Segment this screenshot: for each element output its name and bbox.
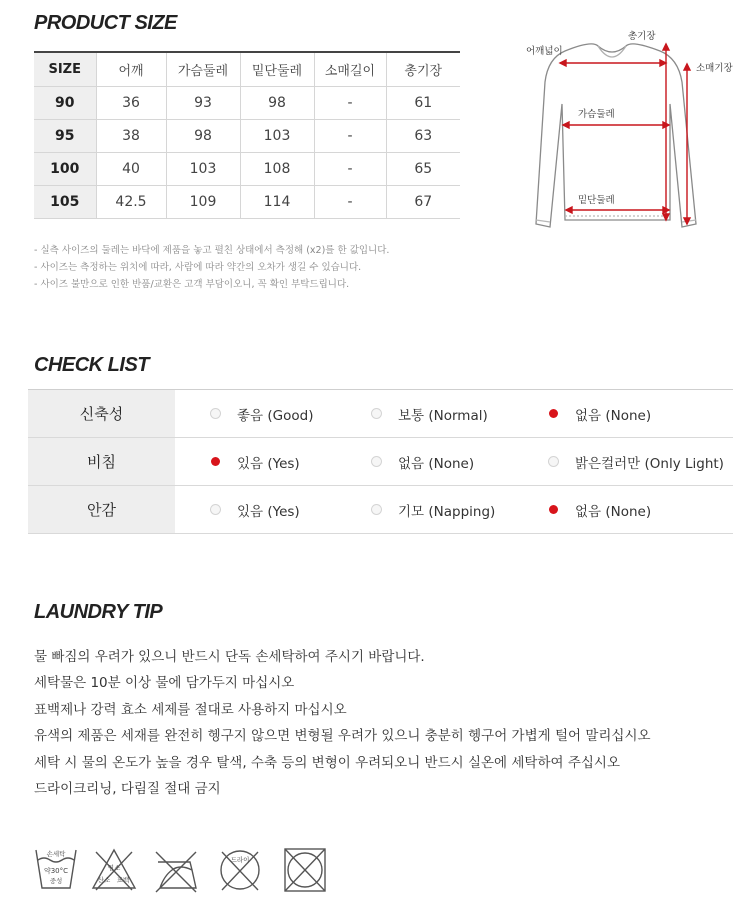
table-cell: 109 (166, 185, 240, 218)
table-cell: 63 (386, 119, 460, 152)
care-text: 중성 (49, 877, 63, 885)
table-cell: 93 (166, 86, 240, 119)
care-text: 표백 (116, 876, 130, 884)
radio-icon (210, 504, 221, 515)
table-cell: 114 (240, 185, 314, 218)
table-cell: 103 (166, 152, 240, 185)
size-note: - 사이즈 불만으로 인한 반품/교환은 고객 부담이오니, 꼭 확인 부탁드립니다. (34, 279, 350, 290)
laundry-tip: 표백제나 강력 효소 세제를 절대로 사용하지 마십시오 (34, 701, 347, 718)
check-option-selected (210, 438, 300, 485)
radio-icon (371, 456, 382, 467)
check-row-see-through (28, 438, 733, 486)
check-option (210, 486, 300, 533)
table-cell: 65 (386, 152, 460, 185)
laundry-tips (34, 644, 651, 802)
care-text: 약30°C (43, 867, 69, 875)
check-row-label: 안감 (28, 486, 175, 533)
size-cell: 90 (34, 86, 96, 119)
check-option (371, 390, 488, 437)
option-label: 있음 (Yes) (237, 455, 300, 472)
size-table (34, 51, 460, 219)
table-cell: 61 (386, 86, 460, 119)
table-row (34, 152, 460, 185)
radio-icon (371, 408, 382, 419)
radio-selected-icon (548, 408, 559, 419)
laundry-tip: 유색의 제품은 세재를 완전히 헹구지 않으면 변형될 우려가 있으니 충분히 헹구어 가볍게 털어 말리십시오 (34, 728, 651, 745)
option-label: 밝은컬러만 (Only Light) (575, 455, 724, 472)
column-header: 가슴둘레 (166, 52, 240, 86)
care-text: 드라이 (230, 856, 250, 864)
length-label: 총기장 (628, 31, 656, 42)
size-cell: 95 (34, 119, 96, 152)
shoulder-label: 어깨넓이 (526, 46, 563, 57)
table-cell: - (314, 119, 386, 152)
column-header: SIZE (34, 52, 96, 86)
option-label: 좋음 (Good) (237, 407, 314, 424)
sleeve-label: 소매기장 (696, 63, 733, 74)
table-row (34, 86, 460, 119)
column-header: 밑단둘레 (240, 52, 314, 86)
care-text: 손세탁 (46, 850, 66, 858)
product-size-title: PRODUCT SIZE (34, 12, 177, 34)
table-cell: 98 (240, 86, 314, 119)
size-table-header (34, 52, 460, 86)
option-label: 기모 (Napping) (398, 503, 496, 520)
check-option-selected (548, 390, 651, 437)
radio-icon (210, 408, 221, 419)
care-text: 산소 (97, 876, 111, 884)
table-row (34, 185, 460, 218)
check-option (548, 438, 724, 485)
check-row-lining (28, 486, 733, 534)
radio-selected-icon (548, 504, 559, 515)
check-list-table (28, 389, 733, 534)
check-option (371, 438, 474, 485)
size-cell: 100 (34, 152, 96, 185)
radio-selected-icon (210, 456, 221, 467)
hem-label: 밑단둘레 (578, 195, 615, 206)
table-cell: 108 (240, 152, 314, 185)
radio-icon (548, 456, 559, 467)
option-label: 없음 (None) (398, 455, 475, 472)
laundry-tip: 세탁 시 물의 온도가 높을 경우 탈색, 수축 등의 변형이 우려되오니 반드시 실온에 세탁하여 주십시오 (34, 754, 621, 771)
no-iron-icon (281, 844, 329, 896)
laundry-tip: 드라이크리닝, 다림질 절대 금지 (34, 781, 221, 798)
laundry-tip: 세탁물은 10분 이상 물에 담가두지 마십시오 (34, 675, 295, 692)
laundry-tip: 물 빠짐의 우려가 있으니 반드시 단독 손세탁하여 주시기 바랍니다. (34, 649, 425, 665)
table-cell: - (314, 86, 386, 119)
laundry-tip-title: LAUNDRY TIP (34, 601, 163, 623)
check-option (210, 390, 313, 437)
table-row (34, 119, 460, 152)
table-cell: - (314, 185, 386, 218)
option-label: 보통 (Normal) (398, 407, 488, 424)
option-label: 없음 (None) (575, 407, 652, 424)
care-text: 염소 (107, 864, 121, 872)
check-option (371, 486, 495, 533)
no-dry-clean-icon (216, 844, 264, 896)
column-header: 소매길이 (314, 52, 386, 86)
size-note: - 사이즈는 측정하는 위치에 따라, 사람에 따라 약간의 오차가 생길 수 있습니다. (34, 262, 362, 273)
check-row-label: 신축성 (28, 390, 175, 437)
table-cell: 38 (96, 119, 166, 152)
radio-icon (371, 504, 382, 515)
check-list-title: CHECK LIST (34, 354, 149, 376)
size-cell: 105 (34, 185, 96, 218)
table-cell: 42.5 (96, 185, 166, 218)
table-cell: 40 (96, 152, 166, 185)
option-label: 있음 (Yes) (237, 503, 300, 520)
column-header: 어깨 (96, 52, 166, 86)
chest-label: 가슴둘레 (578, 109, 615, 120)
check-row-label: 비침 (28, 438, 175, 485)
option-label: 없음 (None) (575, 503, 652, 520)
check-option-selected (548, 486, 651, 533)
hand-wash-icon (32, 844, 80, 896)
table-cell: 36 (96, 86, 166, 119)
size-note: - 실측 사이즈의 둘레는 바닥에 제품을 놓고 펼친 상태에서 측정해 (x2)를 한 값입니다. (34, 245, 390, 256)
measurement-diagram (520, 24, 733, 236)
table-cell: - (314, 152, 386, 185)
column-header: 총기장 (386, 52, 460, 86)
no-tumble-dry-icon (152, 844, 200, 896)
no-bleach-icon (90, 844, 138, 896)
table-cell: 103 (240, 119, 314, 152)
table-cell: 98 (166, 119, 240, 152)
table-cell: 67 (386, 185, 460, 218)
size-notes (34, 242, 389, 293)
check-row-stretch (28, 390, 733, 438)
